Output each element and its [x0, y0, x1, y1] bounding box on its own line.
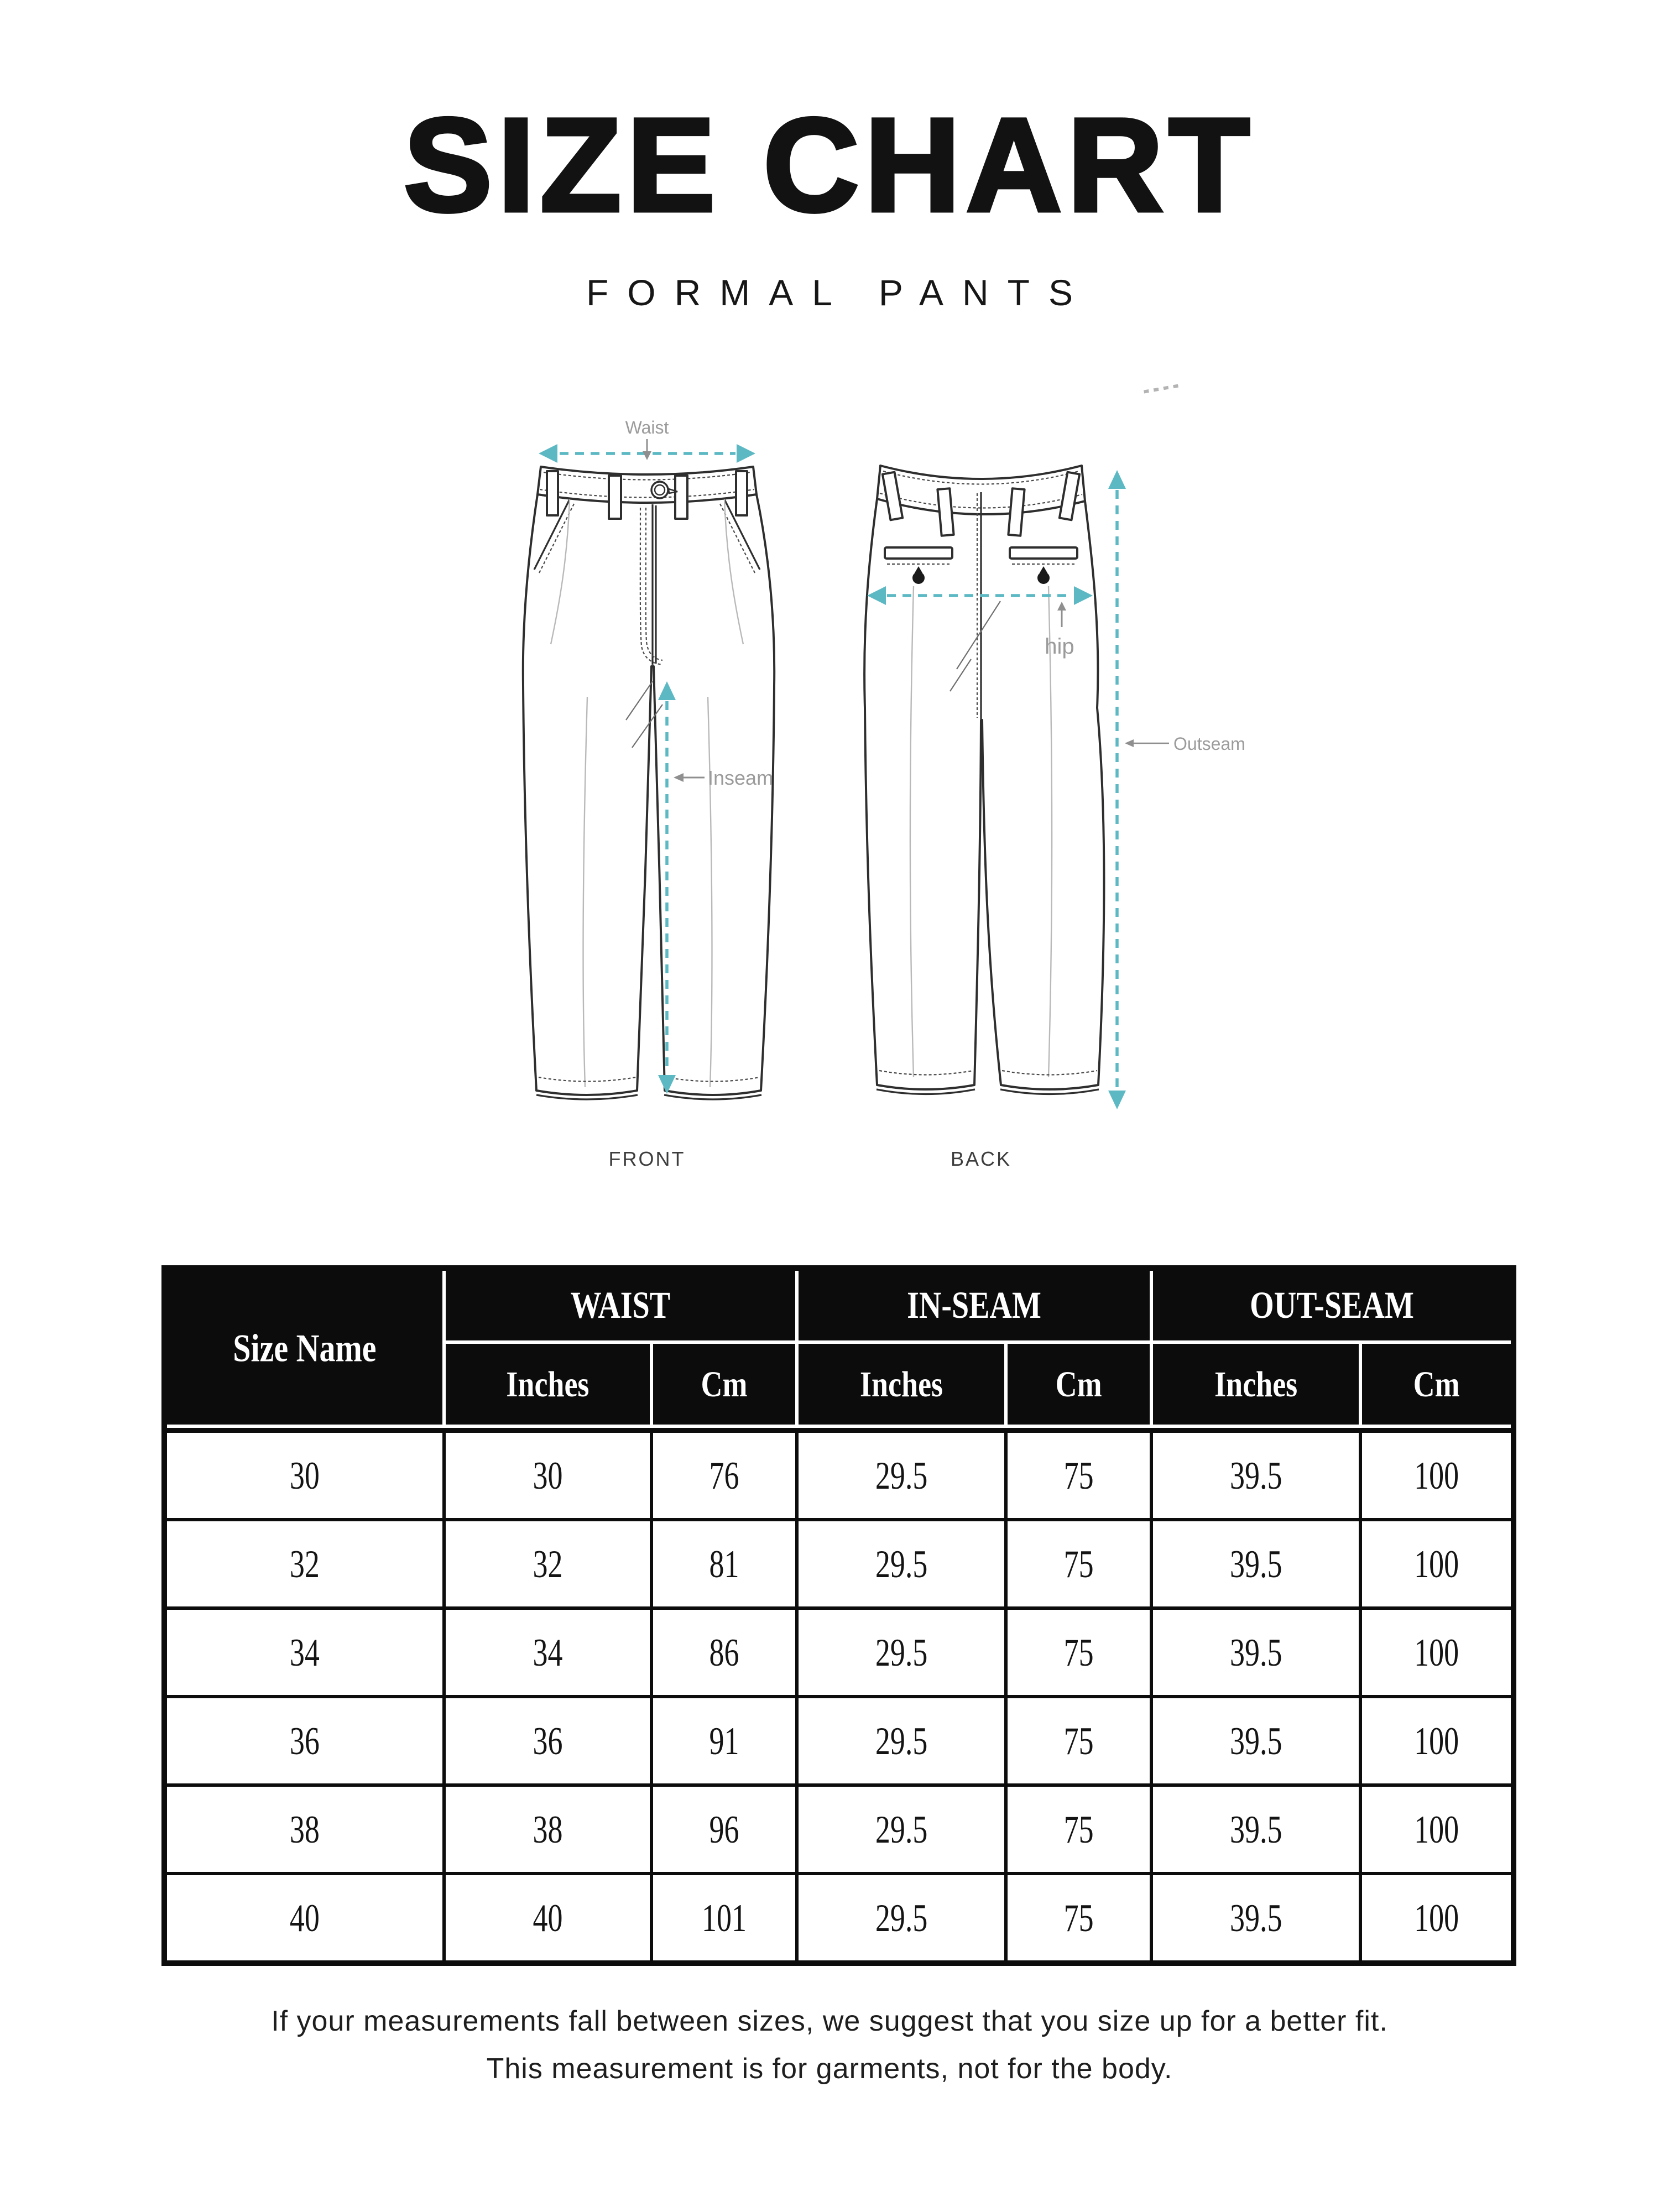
cell-waist-cm: 91 [653, 1698, 795, 1783]
header-outseam: OUT-SEAM [1153, 1271, 1511, 1340]
header-waist-cm: Cm [653, 1344, 795, 1425]
cell-outseam-cm: 100 [1362, 1698, 1511, 1783]
cell-waist-inches: 40 [446, 1875, 650, 1960]
outseam-label: Outseam [1173, 734, 1245, 754]
back-pants-drawing [864, 466, 1104, 1094]
cell-size: 30 [167, 1433, 442, 1518]
cell-inseam-inches: 29.5 [799, 1875, 1004, 1960]
fit-note [0, 1997, 1659, 2093]
header-waist: WAIST [446, 1271, 795, 1340]
header-waist-inches: Inches [446, 1344, 650, 1425]
cell-waist-cm: 101 [653, 1875, 795, 1960]
cell-inseam-cm: 75 [1008, 1875, 1150, 1960]
stray-pencil-mark [1144, 384, 1179, 393]
cell-waist-cm: 86 [653, 1610, 795, 1695]
cell-waist-cm: 96 [653, 1787, 795, 1872]
cell-waist-cm: 81 [653, 1521, 795, 1606]
cell-outseam-cm: 100 [1362, 1433, 1511, 1518]
hip-label: hip [1045, 634, 1074, 659]
cell-outseam-cm: 100 [1362, 1610, 1511, 1695]
cell-waist-inches: 34 [446, 1610, 650, 1695]
cell-waist-inches: 36 [446, 1698, 650, 1783]
outseam-arrow [1108, 470, 1126, 1109]
cell-outseam-cm: 100 [1362, 1521, 1511, 1606]
cell-outseam-inches: 39.5 [1153, 1521, 1359, 1606]
cell-outseam-inches: 39.5 [1153, 1433, 1359, 1518]
cell-inseam-cm: 75 [1008, 1698, 1150, 1783]
cell-outseam-inches: 39.5 [1153, 1698, 1359, 1783]
cell-inseam-inches: 29.5 [799, 1433, 1004, 1518]
cell-size: 34 [167, 1610, 442, 1695]
cell-outseam-inches: 39.5 [1153, 1875, 1359, 1960]
fit-note-line2: This measurement is for garments, not for the body. [486, 2053, 1173, 2085]
back-view-label: BACK [950, 1147, 1012, 1170]
header-inseam-cm: Cm [1008, 1344, 1150, 1425]
cell-outseam-cm: 100 [1362, 1787, 1511, 1872]
cell-inseam-inches: 29.5 [799, 1698, 1004, 1783]
cell-size: 40 [167, 1875, 442, 1960]
cell-inseam-cm: 75 [1008, 1610, 1150, 1695]
cell-inseam-inches: 29.5 [799, 1521, 1004, 1606]
header-outseam-cm: Cm [1362, 1344, 1511, 1425]
cell-size: 36 [167, 1698, 442, 1783]
cell-waist-inches: 30 [446, 1433, 650, 1518]
cell-waist-inches: 38 [446, 1787, 650, 1872]
waist-annotation [625, 418, 669, 460]
cell-inseam-inches: 29.5 [799, 1787, 1004, 1872]
header-inseam-inches: Inches [799, 1344, 1004, 1425]
page-subtitle: FORMAL PANTS [586, 272, 1092, 313]
size-table [161, 1265, 1516, 1966]
front-view-label: FRONT [608, 1147, 686, 1170]
inseam-label: Inseam [708, 766, 774, 789]
header-size-name: Size Name [167, 1271, 442, 1425]
waist-label: Waist [625, 418, 669, 437]
cell-size: 32 [167, 1521, 442, 1606]
cell-inseam-cm: 75 [1008, 1787, 1150, 1872]
cell-outseam-inches: 39.5 [1153, 1787, 1359, 1872]
cell-inseam-inches: 29.5 [799, 1610, 1004, 1695]
cell-inseam-cm: 75 [1008, 1521, 1150, 1606]
cell-waist-inches: 32 [446, 1521, 650, 1606]
cell-size: 38 [167, 1787, 442, 1872]
cell-outseam-cm: 100 [1362, 1875, 1511, 1960]
size-table-header [167, 1271, 1511, 1428]
size-table-body [167, 1428, 1511, 1960]
page-title: SIZE CHART [404, 91, 1255, 239]
header-outseam-inches: Inches [1153, 1344, 1359, 1425]
pants-measurement-diagram [487, 409, 1327, 1200]
cell-waist-cm: 76 [653, 1433, 795, 1518]
cell-inseam-cm: 75 [1008, 1433, 1150, 1518]
outseam-annotation [1125, 734, 1245, 754]
cell-outseam-inches: 39.5 [1153, 1610, 1359, 1695]
fit-note-line1: If your measurements fall between sizes, we suggest that you size up for a better fit. [271, 2005, 1388, 2037]
header-inseam: IN-SEAM [799, 1271, 1150, 1340]
